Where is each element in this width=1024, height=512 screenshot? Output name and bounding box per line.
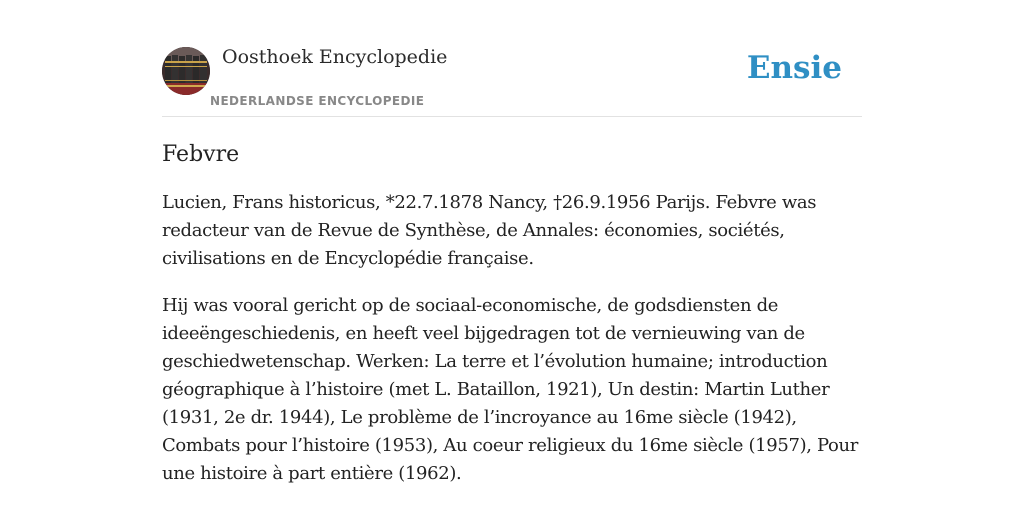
article-title: Febvre bbox=[162, 142, 240, 167]
ensie-brand-link[interactable]: Ensie bbox=[746, 50, 842, 86]
article-paragraph-1: Lucien, Frans historicus, *22.7.1878 Nancy, †26.9.1956 Parijs. Febvre was redacteur van de Revue de Synthèse, de Annales: économies, sociétés, civilisations en de Encyclopédie française. bbox=[162, 192, 817, 269]
site-name[interactable]: Oosthoek Encyclopedie bbox=[222, 46, 448, 68]
encyclopedia-books-icon[interactable] bbox=[162, 47, 210, 95]
site-tagline: NEDERLANDSE ENCYCLOPEDIE bbox=[210, 94, 425, 108]
site-header bbox=[162, 0, 862, 117]
article-paragraph-2: Hij was vooral gericht op de sociaal-economische, de godsdiensten de ideeëngeschiedenis, en heeft veel bijgedragen tot de vernieuwing van de geschiedwetenschap. Werken: La terre et l’évolution humaine; introduction géographique à l’histoire (met L. Bataillon, 1921), Un destin: Martin Luther (1931, 2e dr. 1944), Le problème de l’incroyance au 16me siècle (1942), Combats pour l’histoire (1953), Au coeur religieux du 16me siècle (1957), Pour une histoire à part entière (1962). bbox=[162, 295, 858, 484]
article bbox=[162, 138, 867, 507]
